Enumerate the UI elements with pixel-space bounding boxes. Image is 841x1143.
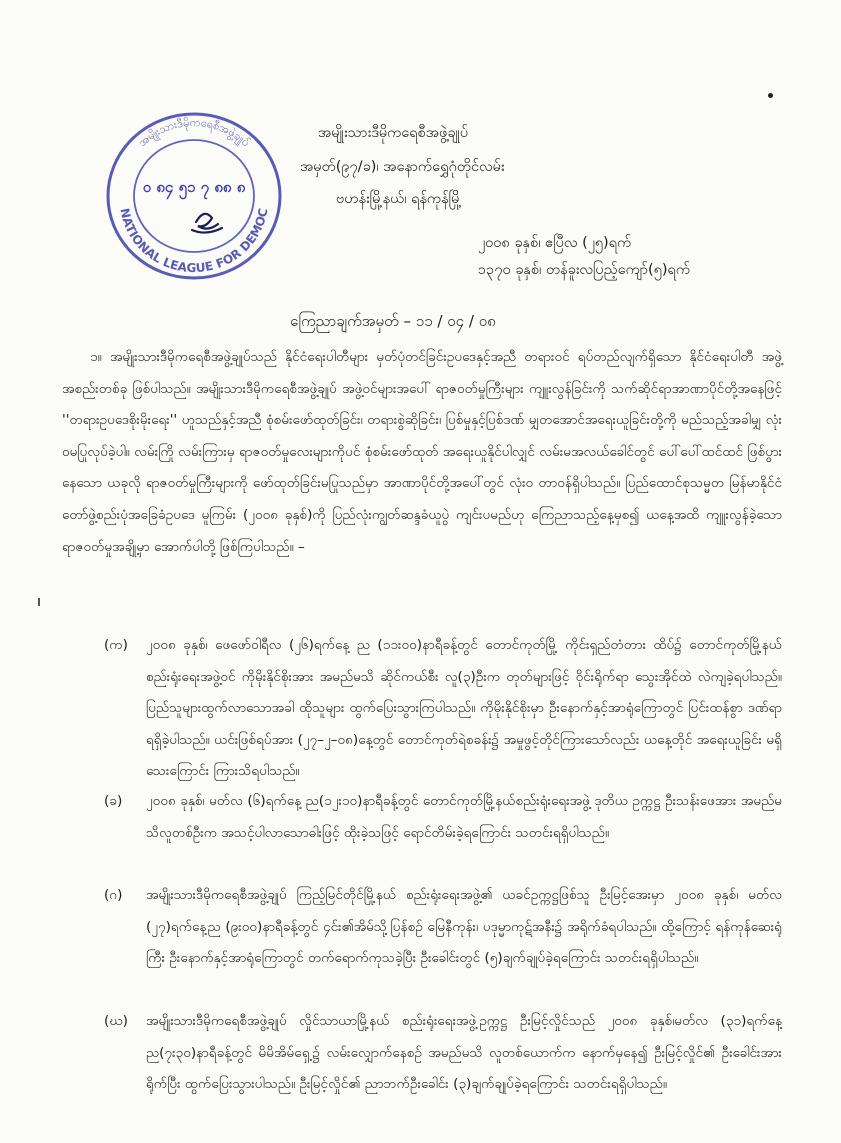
- date-burmese: ၁၃၇၀ ခုနှစ်၊ တန်ခူးလပြည့်ကျော်(၅)ရက်: [478, 262, 691, 278]
- official-stamp: [100, 100, 288, 282]
- list-item: [62, 1006, 782, 1101]
- item-label: (ဃ): [104, 1013, 128, 1029]
- statement-number: ကြေညာချက်အမှတ် – ၁၁ / ၀၄ / ၀၈: [290, 312, 496, 330]
- ink-mark: [38, 598, 40, 606]
- address-line-2: ဗဟန်းမြို့နယ်၊ ရန်ကုန်မြို့: [336, 191, 462, 207]
- list-item: [62, 880, 782, 975]
- address-line-1: အမှတ်(၉၇/ခ)၊ အနောက်ရွှေဂုံတိုင်လမ်း: [300, 159, 505, 175]
- list-item: [62, 786, 782, 849]
- svg-text:အမျိုးသားဒီမိုကရေစီအဖွဲ့ချုပ်: [136, 116, 252, 149]
- svg-text:NATIONAL LEAGUE FOR DEMOC: [117, 207, 270, 275]
- item-text: အမျိုးသားဒီမိုကရေစီအဖွဲ့ချုပ် လှိုင်သာယာမြို့နယ် စည်းရုံးရေးအဖွဲ့ဥက္ကဋ္ဌ ဦးမြင့်လှိုင်သည် ၂၀၀၈ ခုနှစ်၊မတ်လ (၃၁)ရက်နေ့ ည(၇း၃၀)နာရီခန့်တွင် မိမိအိမ်ရှေ့၌ လမ်းလျှောက်နေစဉ် အမည်မသိ လူတစ်ယောက်က နောက်မှနေ၍ ဦးမြင့်လှိုင်၏ ဦးခေါင်းအား ရိုက်ပြီး ထွက်ပြေးသွားပါသည်။ ဦးမြင့်လှိုင်၏ ညာဘက်ဦးခေါင်း (၃)ချက်ချုပ်ခဲ့ရကြောင်း သတင်းရရှိပါသည်။: [146, 1013, 782, 1093]
- ink-dot: [768, 93, 773, 98]
- stamp-ring-top: အမျိုးသားဒီမိုကရေစီအဖွဲ့ချုပ်: [135, 115, 253, 150]
- item-text: ၂၀၀၈ ခုနှစ်၊ မတ်လ (၆)ရက်နေ့ ည(၁၂း၁၀)နာရီခန့်တွင် တောင်ကုတ်မြို့နယ်စည်းရုံးရေးအဖွဲ့ ဒုတိယ ဥက္ကဋ္ဌ ဦးသန်းဖေအား အမည်မသိလူတစ်ဦးက အသင့်ပါလာသောဓါးဖြင့် ထိုးခဲ့သဖြင့် ရောင်တိမ်းခဲ့ရကြောင်း သတင်းရရှိပါသည်။: [146, 793, 783, 841]
- date-gregorian: ၂၀၀၈ ခုနှစ်၊ ဧပြီလ (၂၅)ရက်: [478, 235, 632, 251]
- item-label: (ခ): [104, 793, 123, 809]
- stamp-center-text: ၀ ၈၄ ၅၁ ၇ ၈၈ ၈: [142, 178, 246, 196]
- item-text: အမျိုးသားဒီမိုကရေစီအဖွဲ့ချုပ် ကြည့်မြင်တိုင်မြို့နယ် စည်းရုံးရေးအဖွဲ့၏ ယခင်ဥက္ကဋ္ဌဖြစ်သူ ဦးမြင့်အေးမှာ ၂၀၀၈ ခုနှစ်၊ မတ်လ (၂၇)ရက်နေ့ည (၉း၀၀)နာရီခန့်တွင် ၄င်း၏အိမ်သို့ပြန်စဉ် မြေနီကုန်း၊ ပဒုမ္မာကုဋ်အနီး၌ အရိုက်ခံရပါသည်။ ထို့ကြောင့် ရန်ကုန်ဆေးရုံကြီး ဦးနောက်နှင့်အာရုံကြောတွင် တက်ရောက်ကုသခဲ့ပြီး ဦးခေါင်းတွင် (၅)ချက်ချုပ်ခဲ့ရကြောင်း သတင်းရရှိပါသည်။: [146, 887, 782, 967]
- list-item: [62, 630, 782, 788]
- stamp-ring-bottom: NATIONAL LEAGUE FOR DEMOC: [117, 206, 271, 276]
- org-name: အမျိုးသားဒီမိုကရေစီအဖွဲ့ချုပ်: [318, 125, 469, 141]
- item-text: ၂၀၀၈ ခုနှစ်၊ ဖေဖော်ဝါရီလ (၂၆)ရက်နေ့ ည (၁၁း၀၀)နာရီခန့်တွင် တောင်ကုတ်မြို့ ကိုင်းရှည်တံတား ထိပ်၌ တောင်ကုတ်မြို့နယ်စည်းရုံးရေးအဖွဲ့ဝင် ကိုမိုးနိုင်စိုးအား အမည်မသိ ဆိုင်ကယ်စီး လူ(၃)ဦးက တုတ်များဖြင့် ဝိုင်းရိုက်ရာ သွေးအိုင်ထဲ လဲကျခဲ့ရပါသည်။ ပြည်သူများထွက်လာသောအခါ ထိုသူများ ထွက်ပြေးသွားကြပါသည်။ ကိုမိုးနိုင်စိုးမှာ ဦးနောက်နှင့်အာရုံကြောတွင် ပြင်းထန်စွာ ဒဏ်ရာရရှိခဲ့ပါသည်။ ယင်းဖြစ်ရပ်အား (၂၇–၂–၀၈)နေ့တွင် တောင်ကုတ်ရဲစခန်း၌ အမှုဖွင့်တိုင်ကြားသော်လည်း ယနေ့တိုင် အရေးယူခြင်း မရှိသေးကြောင်း ကြားသိရပါသည်။: [146, 637, 782, 780]
- intro-paragraph: ၁။ အမျိုးသားဒီမိုကရေစီအဖွဲ့ချုပ်သည် နိုင်ငံရေးပါတီများ မှတ်ပုံတင်ခြင်းဥပဒေနှင့်အညီ တရားဝင် ရပ်တည်လျက်ရှိသော နိုင်ငံရေးပါတီ အဖွဲ့အစည်းတစ်ခု ဖြစ်ပါသည်။ အမျိုးသားဒီမိုကရေစီအဖွဲ့ချုပ် အဖွဲ့ဝင်များအပေါ် ရာဇဝတ်မှုကြီးများ ကျူးလွန်ခြင်းကို သက်ဆိုင်ရာအာဏာပိုင်တို့အနေဖြင့် ''တရားဥပဒေစိုးမိုးရေး'' ဟူသည်နှင့်အညီ စုံစမ်းဖော်ထုတ်ခြင်း၊ တရားစွဲဆိုခြင်း၊ ပြစ်မှုနှင့်ပြစ်ဒဏ် မျှတအောင်အရေးယူခြင်းတို့ကို မည်သည့်အခါမျှ လုံးဝမပြုလုပ်ခဲ့ပါ။ လမ်းကြို လမ်းကြားမှ ရာဇဝတ်မှုလေးများကိုပင် စုံစမ်းဖော်ထုတ် အရေးယူနိုင်ပါလျှင် လမ်းမအလယ်ခေါင်တွင် ပေါ်ပေါ်ထင်ထင် ဖြစ်ပွားနေသော ယခုလို ရာဇဝတ်မှုကြီးများကို ဖော်ထုတ်ခြင်းမပြုသည်မှာ အာဏာပိုင်တို့အပေါ်တွင် လုံးဝ တာဝန်ရှိပါသည်။ ပြည်ထောင်စုသမ္မတ မြန်မာနိုင်ငံတော်ဖွဲ့စည်းပုံအခြေခံဥပဒေ မူကြမ်း (၂၀၀၈ ခုနှစ်)ကို ပြည်လုံးကျွတ်ဆန္ဒခံယူပွဲ ကျင်းပမည်ဟု ကြေညာသည့်နေ့မှစ၍ ယနေ့အထိ ကျူးလွန်ခဲ့သော ရာဇဝတ်မှုအချို့မှာ အောက်ပါတို့ ဖြစ်ကြပါသည်။ –: [62, 349, 782, 555]
- stamp-graphic: [100, 100, 288, 282]
- item-label: (က): [104, 637, 128, 653]
- item-label: (ဂ): [104, 887, 123, 903]
- stamp-signature: [192, 214, 222, 233]
